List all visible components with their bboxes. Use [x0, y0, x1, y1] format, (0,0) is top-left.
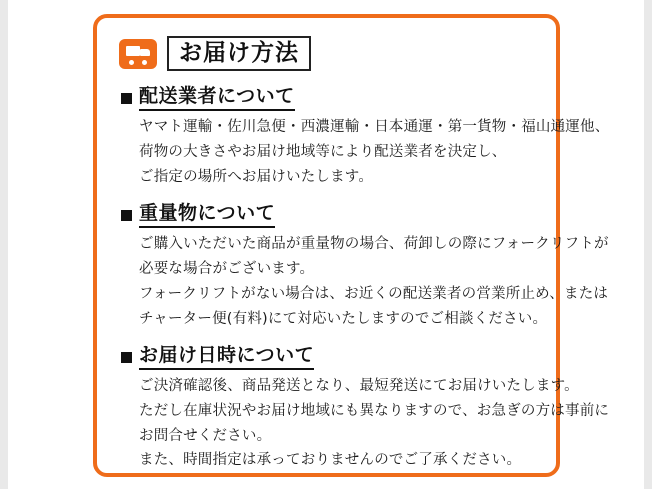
truck-wheel-rear-shape — [142, 60, 147, 65]
body-line: フォークリフトがない場合は、お近くの配送業者の営業所止め、または — [139, 285, 609, 302]
delivery-info-card — [93, 14, 610, 477]
square-bullet-icon — [121, 210, 132, 221]
section-heavy-items — [121, 202, 609, 330]
section-heading-delivery-company — [121, 85, 538, 111]
body-line: ご指定の場所へお届けいたします。 — [139, 168, 374, 185]
body-line: お問合せください。 — [139, 427, 272, 444]
section-delivery-company — [121, 85, 610, 188]
body-line: 荷物の大きさやお届け地域等により配送業者を決定し、 — [139, 143, 507, 160]
left-gutter — [0, 0, 8, 489]
body-line: 必要な場合がございます。 — [139, 261, 315, 278]
body-line: ただし在庫状況やお届け地域にも異なりますので、お急ぎの方は事前に — [139, 402, 610, 419]
right-gutter — [644, 0, 652, 489]
section-body-delivery-company — [139, 117, 610, 188]
square-bullet-icon — [121, 352, 132, 363]
section-heading-text: 配送業者について — [139, 85, 295, 111]
body-line: ヤマト運輸・佐川急便・西濃運輸・日本通運・第一貨物・福山通運他、 — [139, 119, 610, 136]
delivery-truck-icon — [119, 39, 157, 69]
truck-wheel-front-shape — [129, 60, 134, 65]
truck-cab-shape — [140, 49, 150, 56]
body-line: ご購入いただいた商品が重量物の場合、荷卸しの際にフォークリフトが — [139, 236, 609, 253]
body-line: チャーター便(有料)にて対応いたしますのでご相談ください。 — [139, 310, 548, 327]
section-heading-text: 重量物について — [139, 202, 275, 228]
body-line: ご決済確認後、商品発送となり、最短発送にてお届けいたします。 — [139, 378, 579, 395]
section-heading-delivery-datetime — [121, 344, 538, 370]
section-body-heavy-items — [139, 234, 609, 330]
section-delivery-datetime — [121, 344, 610, 472]
truck-body-shape — [126, 46, 140, 56]
page-title: お届け方法 — [167, 36, 311, 71]
square-bullet-icon — [121, 93, 132, 104]
card-title-row — [119, 36, 538, 71]
body-line: また、時間指定は承っておりませんのでご了承ください。 — [139, 452, 522, 469]
section-heading-heavy-items — [121, 202, 538, 228]
section-heading-text: お届け日時について — [139, 344, 314, 370]
section-body-delivery-datetime — [139, 376, 610, 472]
